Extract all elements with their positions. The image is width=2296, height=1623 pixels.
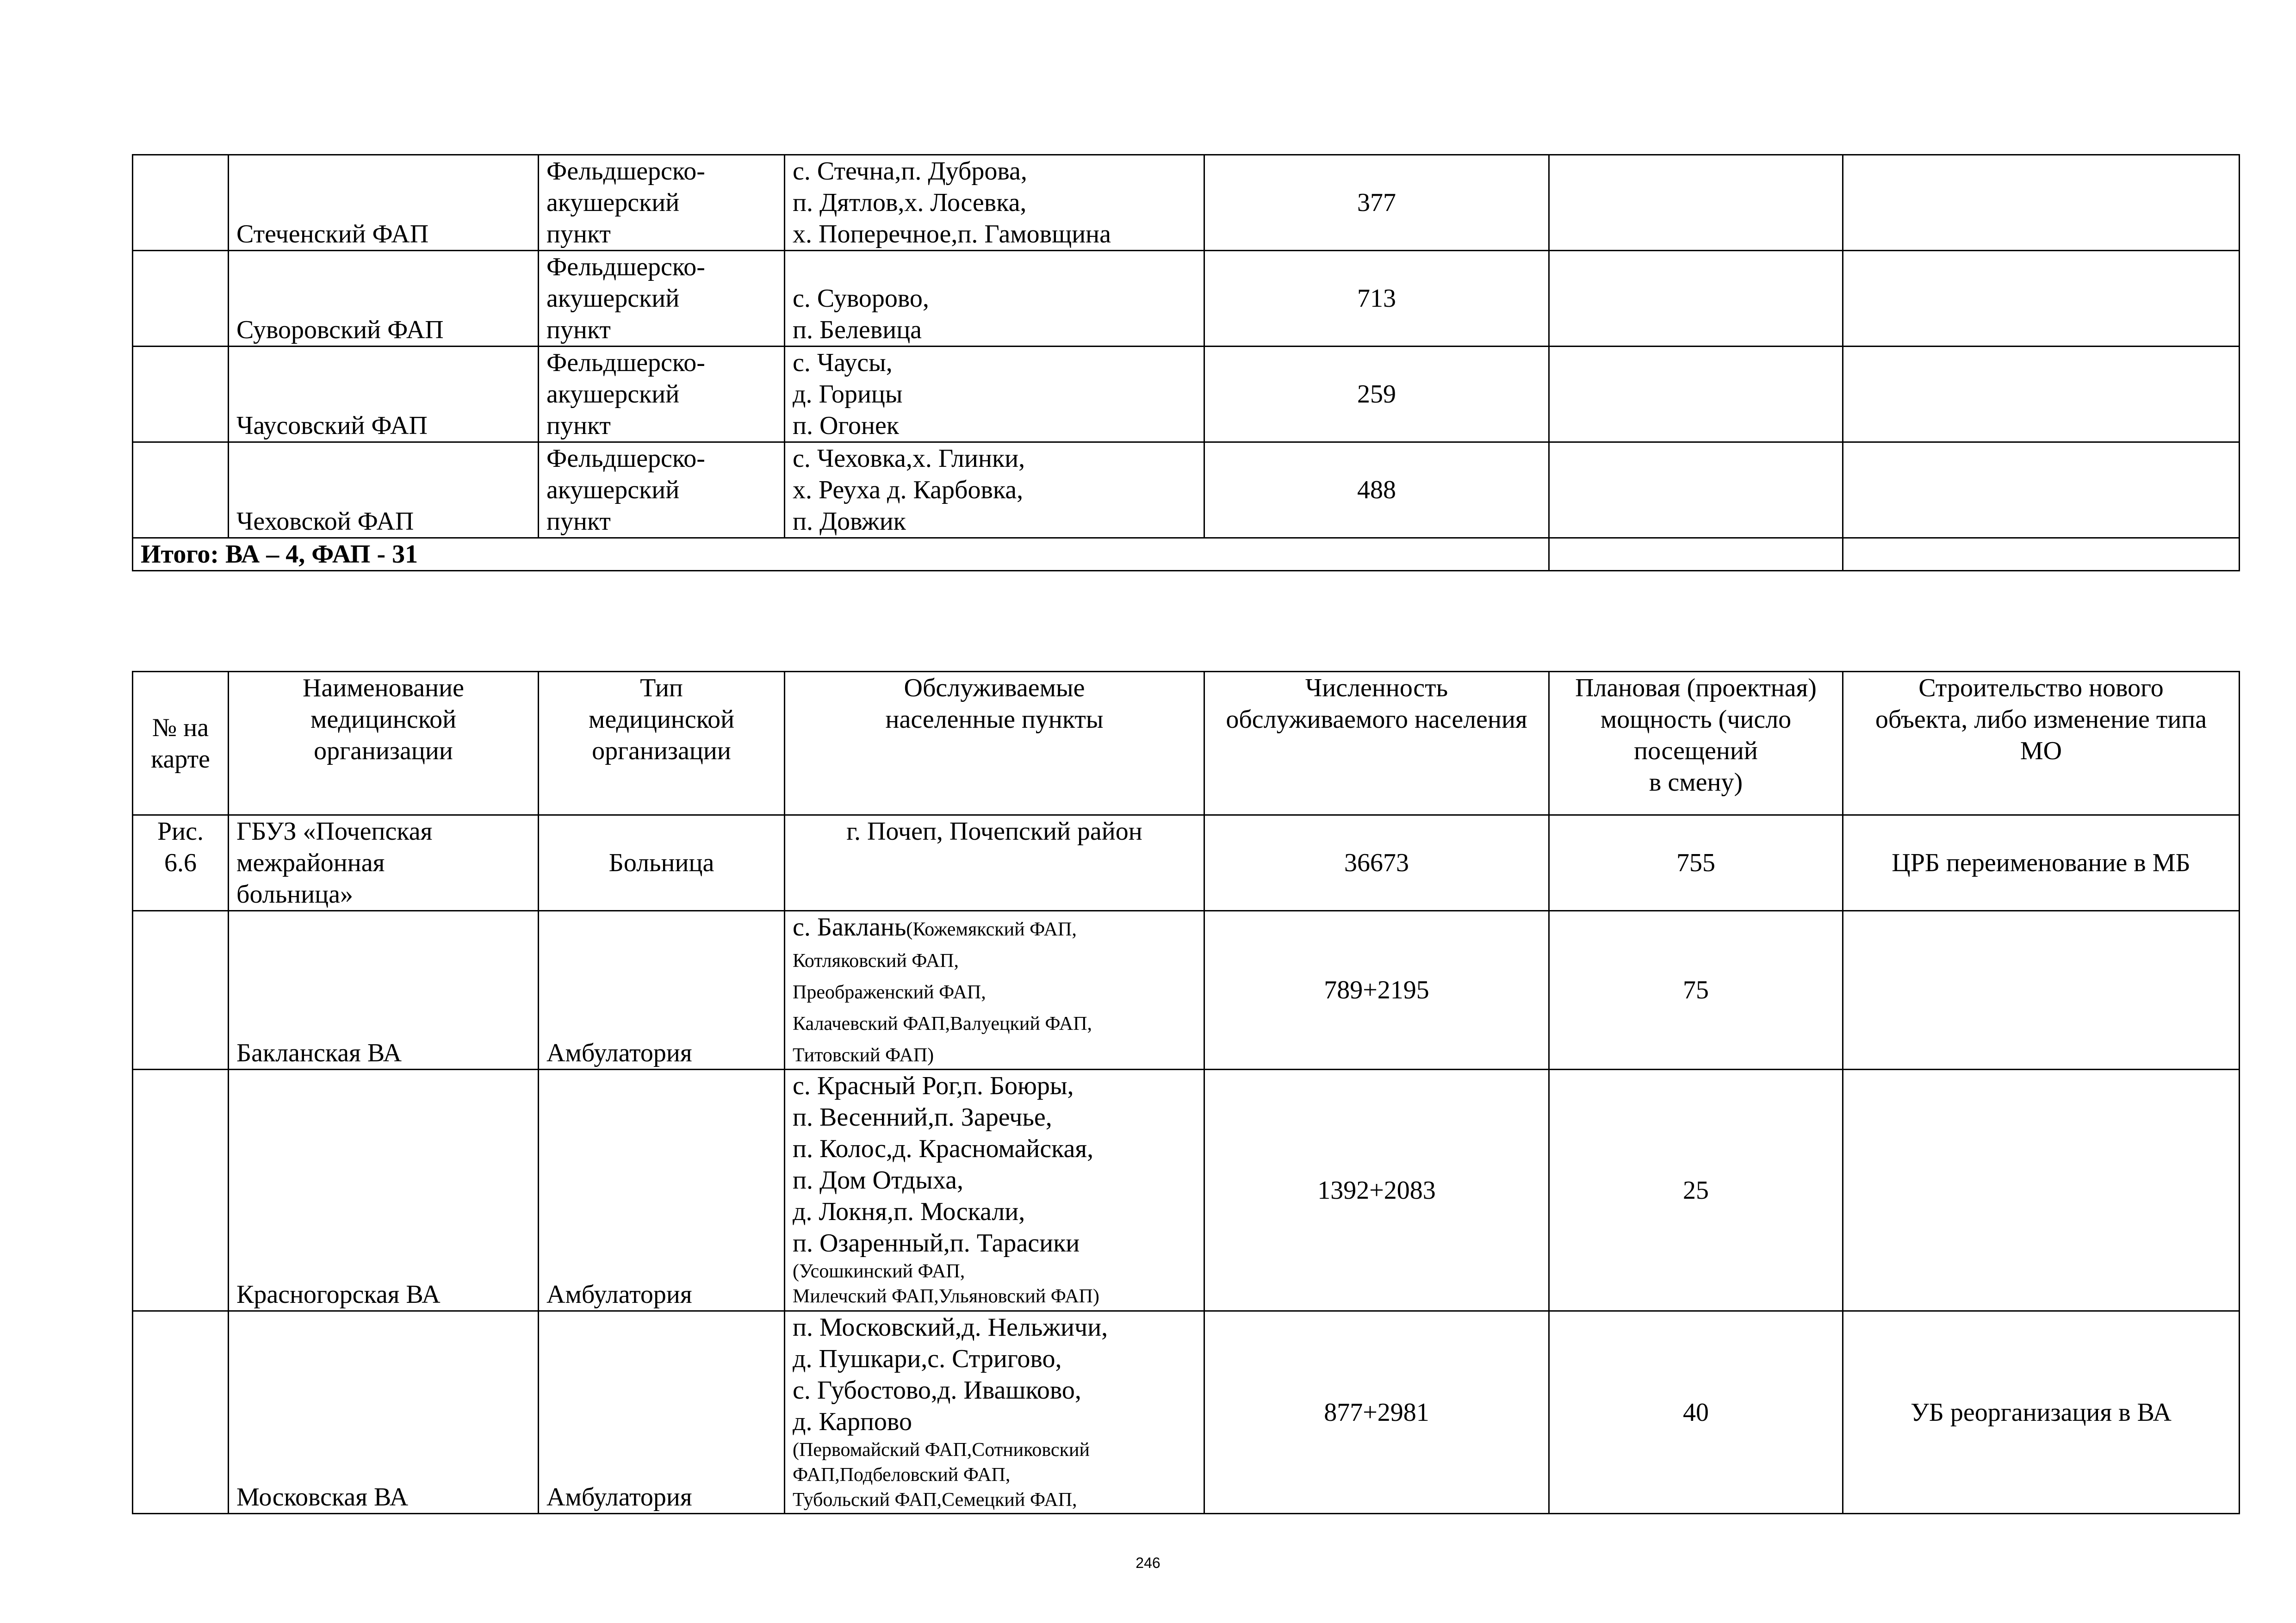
served-areas-text: с. Баклань <box>793 913 906 942</box>
served-areas-text: п. Московский,д. Нельжичи, д. Пушкари,с. Стригово, с. Губостово,д. Ивашково, д. Карпово <box>793 1313 1108 1436</box>
header-org-name: Наименование медицинской организации <box>229 672 539 815</box>
org-type-cell: Фельдшерско- акушерский пункт <box>539 442 785 538</box>
served-areas-text: с. Красный Рог,п. Боюры, п. Весенний,п. Заречье, п. Колос,д. Красномайская, п. Дом Отдыха, д. Локня,п. Москали, п. Озаренный,п. Тарасики <box>793 1072 1094 1258</box>
capacity-cell: 755 <box>1549 815 1843 911</box>
served-areas-cell: с. Стечна,п. Дуброва, п. Дятлов,х. Лосевка, х. Поперечное,п. Гамовщина <box>785 155 1204 251</box>
header-org-type: Тип медицинской организации <box>539 672 785 815</box>
table-row <box>133 1070 2240 1311</box>
table-row <box>133 155 2240 251</box>
org-name-cell: Московская ВА <box>229 1311 539 1514</box>
org-type-cell: Фельдшерско- акушерский пункт <box>539 155 785 251</box>
population-cell: 259 <box>1204 347 1549 442</box>
org-type-cell: Амбулатория <box>539 1311 785 1514</box>
served-areas-cell <box>785 1311 1204 1514</box>
map-number-cell <box>133 911 229 1070</box>
map-number-cell <box>133 155 229 251</box>
capacity-cell: 40 <box>1549 1311 1843 1514</box>
capacity-cell <box>1549 347 1843 442</box>
page-number: 246 <box>1136 1555 1160 1571</box>
org-type-cell: Больница <box>539 815 785 911</box>
medical-organizations-table <box>132 671 2240 1514</box>
served-areas-cell: с. Чеховка,х. Глинки, х. Реуха д. Карбовка, п. Довжик <box>785 442 1204 538</box>
table-row <box>133 815 2240 911</box>
map-number-cell <box>133 347 229 442</box>
construction-cell <box>1843 1070 2240 1311</box>
construction-cell <box>1843 347 2240 442</box>
org-name-cell: Чеховской ФАП <box>229 442 539 538</box>
population-cell: 36673 <box>1204 815 1549 911</box>
header-map-number: № на карте <box>133 672 229 815</box>
construction-cell <box>1843 442 2240 538</box>
served-areas-cell <box>785 1070 1204 1311</box>
org-name-cell: Суворовский ФАП <box>229 251 539 347</box>
construction-cell <box>1843 155 2240 251</box>
total-cell: Итого: ВА – 4, ФАП - 31 <box>133 538 1549 571</box>
population-cell: 488 <box>1204 442 1549 538</box>
population-cell: 377 <box>1204 155 1549 251</box>
construction-cell: УБ реорганизация в ВА <box>1843 1311 2240 1514</box>
served-fap-list: (Первомайский ФАП,Сотниковский ФАП,Подбеловский ФАП, Тубольский ФАП,Семецкий ФАП, <box>793 1439 1090 1511</box>
served-areas-text: г. Почеп, Почепский район <box>846 817 1142 846</box>
fap-continuation-table <box>132 154 2240 571</box>
capacity-cell <box>1549 155 1843 251</box>
header-population: Численность обслуживаемого населения <box>1204 672 1549 815</box>
header-served-areas: Обслуживаемые населенные пункты <box>785 672 1204 815</box>
org-name-cell: Чаусовский ФАП <box>229 347 539 442</box>
org-name-cell: Стеченский ФАП <box>229 155 539 251</box>
map-number-cell <box>133 1311 229 1514</box>
map-number-cell <box>133 251 229 347</box>
capacity-cell: 75 <box>1549 911 1843 1070</box>
header-construction: Строительство нового объекта, либо изменение типа МО <box>1843 672 2240 815</box>
header-capacity: Плановая (проектная) мощность (число посещений в смену) <box>1549 672 1843 815</box>
served-areas-cell <box>785 815 1204 911</box>
org-type-cell: Амбулатория <box>539 911 785 1070</box>
org-name-cell: Красногорская ВА <box>229 1070 539 1311</box>
map-number-cell <box>133 1070 229 1311</box>
table-row <box>133 347 2240 442</box>
construction-cell <box>1843 911 2240 1070</box>
map-number-cell: Рис. 6.6 <box>133 815 229 911</box>
table-row <box>133 1311 2240 1514</box>
org-name-cell: Бакланская ВА <box>229 911 539 1070</box>
capacity-cell <box>1549 442 1843 538</box>
header-row <box>133 672 2240 815</box>
table-row <box>133 442 2240 538</box>
org-name-cell: ГБУЗ «Почепская межрайонная больница» <box>229 815 539 911</box>
table-row <box>133 251 2240 347</box>
served-areas-cell: с. Чаусы, д. Горицы п. Огонек <box>785 347 1204 442</box>
construction-cell <box>1843 251 2240 347</box>
org-type-cell: Фельдшерско- акушерский пункт <box>539 347 785 442</box>
org-type-cell: Фельдшерско- акушерский пункт <box>539 251 785 347</box>
population-cell: 1392+2083 <box>1204 1070 1549 1311</box>
capacity-cell <box>1549 251 1843 347</box>
served-areas-cell <box>785 911 1204 1070</box>
served-fap-list: (Усошкинский ФАП, Милечский ФАП,Ульяновский ФАП) <box>793 1261 1099 1307</box>
construction-cell: ЦРБ переименование в МБ <box>1843 815 2240 911</box>
served-areas-cell: с. Суворово, п. Белевица <box>785 251 1204 347</box>
population-cell: 877+2981 <box>1204 1311 1549 1514</box>
map-number-cell <box>133 442 229 538</box>
org-type-cell: Амбулатория <box>539 1070 785 1311</box>
capacity-cell <box>1549 538 1843 571</box>
served-fap-list: (Кожемякский ФАП, Котляковский ФАП, Преображенский ФАП, Калачевский ФАП,Валуецкий ФАП, Титовский ФАП) <box>793 919 1092 1066</box>
total-row <box>133 538 2240 571</box>
capacity-cell: 25 <box>1549 1070 1843 1311</box>
population-cell: 789+2195 <box>1204 911 1549 1070</box>
table-row <box>133 911 2240 1070</box>
population-cell: 713 <box>1204 251 1549 347</box>
construction-cell <box>1843 538 2240 571</box>
